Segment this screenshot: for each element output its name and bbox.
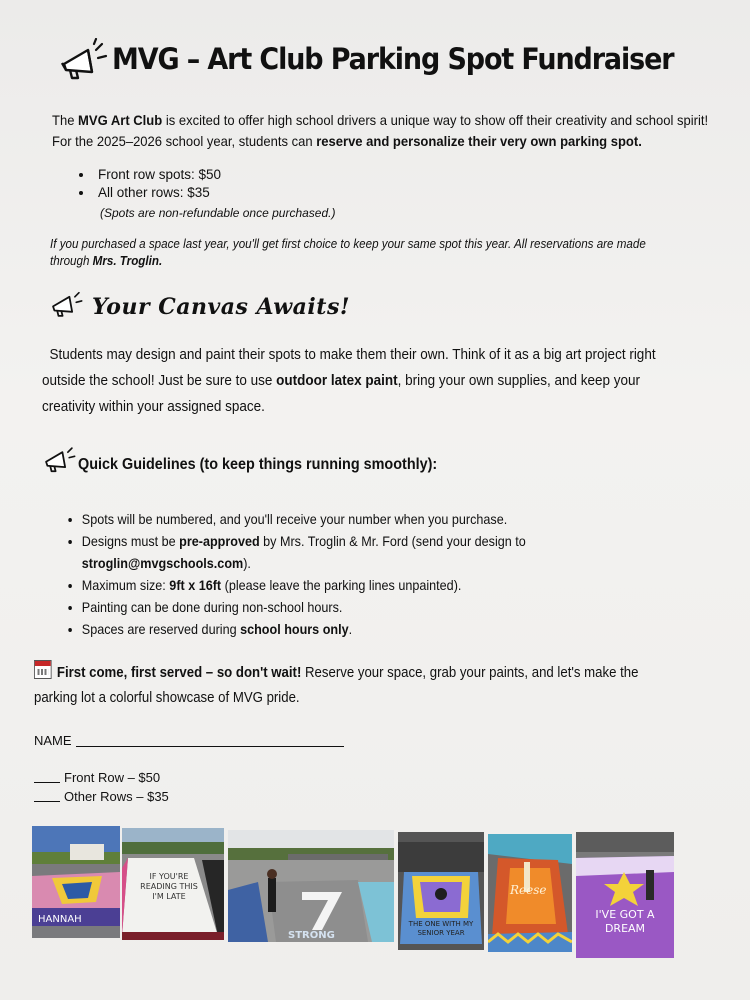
guideline-item: • Designs must be pre-approved by Mrs. Troglin & Mr. Ford (send your design to stroglin@mvgschools.com). [82, 530, 566, 574]
front-row-option: Front Row – $50 [64, 770, 161, 785]
refund-note: (Spots are non-refundable once purchased.) [100, 206, 336, 220]
guideline-item: • Painting can be done during non-school hours. [82, 596, 566, 618]
photo-text: IF YOU'RE READING THIS I'M LATE [140, 872, 198, 901]
parking-spot-photo [32, 826, 120, 938]
calendar-icon [34, 660, 52, 679]
megaphone-icon [48, 290, 84, 320]
guidelines-title: Quick Guidelines (to keep things running smoothly): [78, 456, 438, 473]
photo-text: HANNAH [38, 914, 82, 925]
front-row-blank[interactable] [34, 770, 60, 783]
parking-spot-photo [488, 834, 572, 952]
first-come-paragraph: First come, first served – so don't wait! Reserve your space, grab your paints, and let's make the parking lot a colorful showcase of MVG pride. [34, 660, 668, 710]
megaphone-icon [42, 444, 76, 474]
canvas-title: Your Canvas Awaits! [92, 294, 350, 320]
price-front-row: • Front row spots: $50 [94, 166, 335, 184]
email-address: stroglin@mvgschools.com [81, 555, 244, 571]
guideline-item: • Maximum size: 9ft x 16ft (please leave the parking lines unpainted). [82, 574, 566, 596]
guidelines-heading [42, 444, 542, 480]
canvas-heading [48, 290, 448, 330]
guidelines-list [62, 508, 566, 640]
row-options [34, 768, 169, 806]
photo-text: I'VE GOT A DREAM [595, 908, 655, 935]
parking-spot-photo [228, 830, 394, 942]
name-field-row [34, 732, 344, 748]
title-row [58, 34, 738, 90]
intro-paragraph: The MVG Art Club is excited to offer high school drivers a unique way to show off their creativity and school spirit! For the 2025–2026 school year, students can reserve and personalize their very own parking spot. [52, 112, 709, 149]
other-rows-option: Other Rows – $35 [64, 789, 169, 804]
photo-text: Reese [510, 883, 547, 897]
name-label: NAME [34, 733, 72, 748]
name-blank-line[interactable] [76, 732, 344, 747]
returning-note: If you purchased a space last year, you'll get first choice to keep your same spot this year. All reservations are made through Mrs. Troglin. [50, 237, 646, 268]
price-list [76, 166, 335, 222]
photo-text: STRONG [288, 930, 335, 941]
parking-spot-photo [576, 832, 674, 958]
parking-spot-photo [398, 832, 484, 950]
megaphone-icon [58, 38, 108, 82]
page-title: MVG – Art Club Parking Spot Fundraiser [112, 42, 674, 76]
other-rows-blank[interactable] [34, 789, 60, 802]
photo-text: THE ONE WITH MY SENIOR YEAR [408, 920, 474, 937]
price-other-rows: • All other rows: $35 [94, 184, 335, 202]
photo-strip [32, 820, 682, 965]
canvas-paragraph: Students may design and paint their spots to make them their own. Think of it as a big art project right outside the school! Just be sure to use outdoor latex paint, bring your own supplies, and keep your creativity within your assigned space. [42, 346, 656, 415]
parking-spot-photo [122, 828, 224, 940]
guideline-item: • Spaces are reserved during school hours only. [82, 618, 566, 640]
guideline-item: • Spots will be numbered, and you'll receive your number when you purchase. [82, 508, 566, 530]
